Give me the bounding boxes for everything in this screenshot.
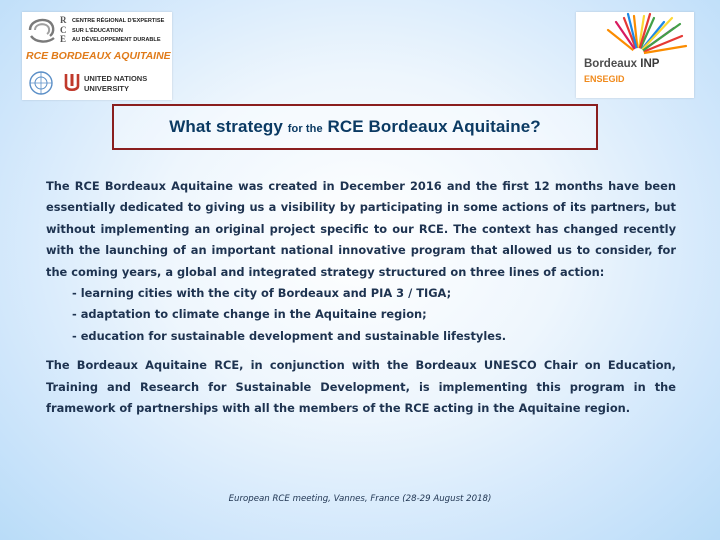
- rce-swirl-icon: [26, 16, 58, 44]
- bordeaux-inp-logo: [576, 12, 694, 98]
- rce-letters: [60, 16, 70, 45]
- inp-rays-icon: [576, 12, 694, 98]
- un-text: [84, 74, 147, 94]
- title-part-2: for the: [287, 123, 323, 135]
- body-text: [46, 176, 676, 419]
- un-line-1: UNITED NATIONS: [84, 74, 148, 83]
- un-emblem-icon: [28, 70, 54, 96]
- footer-caption: European RCE meeting, Vannes, France (28-29 August 2018): [228, 494, 492, 504]
- rce-logo: [22, 12, 172, 100]
- title-part-1: What strategy: [169, 117, 288, 136]
- title-part-3: RCE Bordeaux Aquitaine?: [322, 117, 541, 136]
- title-box: [112, 104, 598, 150]
- inp-name-prefix: Bordeaux: [584, 58, 641, 70]
- rce-descriptor: [72, 17, 164, 46]
- rce-name: RCE BORDEAUX AQUITAINE: [26, 50, 171, 62]
- rce-letter-e: E: [60, 34, 67, 44]
- inp-name: [584, 58, 659, 70]
- rce-line-2: SUR L'ÉDUCATION: [72, 27, 123, 34]
- inp-subtitle: ENSEGID: [584, 74, 625, 84]
- action-lines-list: [46, 283, 676, 347]
- rce-letter-c: C: [60, 24, 67, 35]
- paragraph-2: The Bordeaux Aquitaine RCE, in conjunction with the Bordeaux UNESCO Chair on Education, Training and Research for Sustainable Development, is implementing this program in the framework of partnerships with all the members of the RCE acting in the Aquitaine region.: [46, 358, 676, 416]
- unu-icon: [64, 72, 80, 94]
- page-title: [169, 117, 541, 137]
- list-item: - learning cities with the city of Bordeaux and PIA 3 / TIGA;: [72, 286, 452, 301]
- paragraph-1: The RCE Bordeaux Aquitaine was created in December 2016 and the first 12 months have been essentially dedicated to giving us a visibility by participating in some actions of its partners, but without implementing an original project specific to our RCE. The context has changed recently with the launching of an important national innovative program that allowed us to consider, for the coming years, a global and integrated strategy structured on three lines of action:: [46, 179, 676, 279]
- rce-line-1: CENTRE RÉGIONAL D'EXPERTISE: [72, 18, 165, 24]
- inp-name-strong: INP: [640, 58, 660, 70]
- list-item: - adaptation to climate change in the Aquitaine region;: [72, 307, 427, 322]
- rce-line-3: AU DÉVELOPPEMENT DURABLE: [72, 37, 161, 43]
- list-item: - education for sustainable development and sustainable lifestyles.: [72, 328, 507, 343]
- rce-letter-r: R: [60, 15, 67, 25]
- un-line-2: UNIVERSITY: [84, 84, 130, 93]
